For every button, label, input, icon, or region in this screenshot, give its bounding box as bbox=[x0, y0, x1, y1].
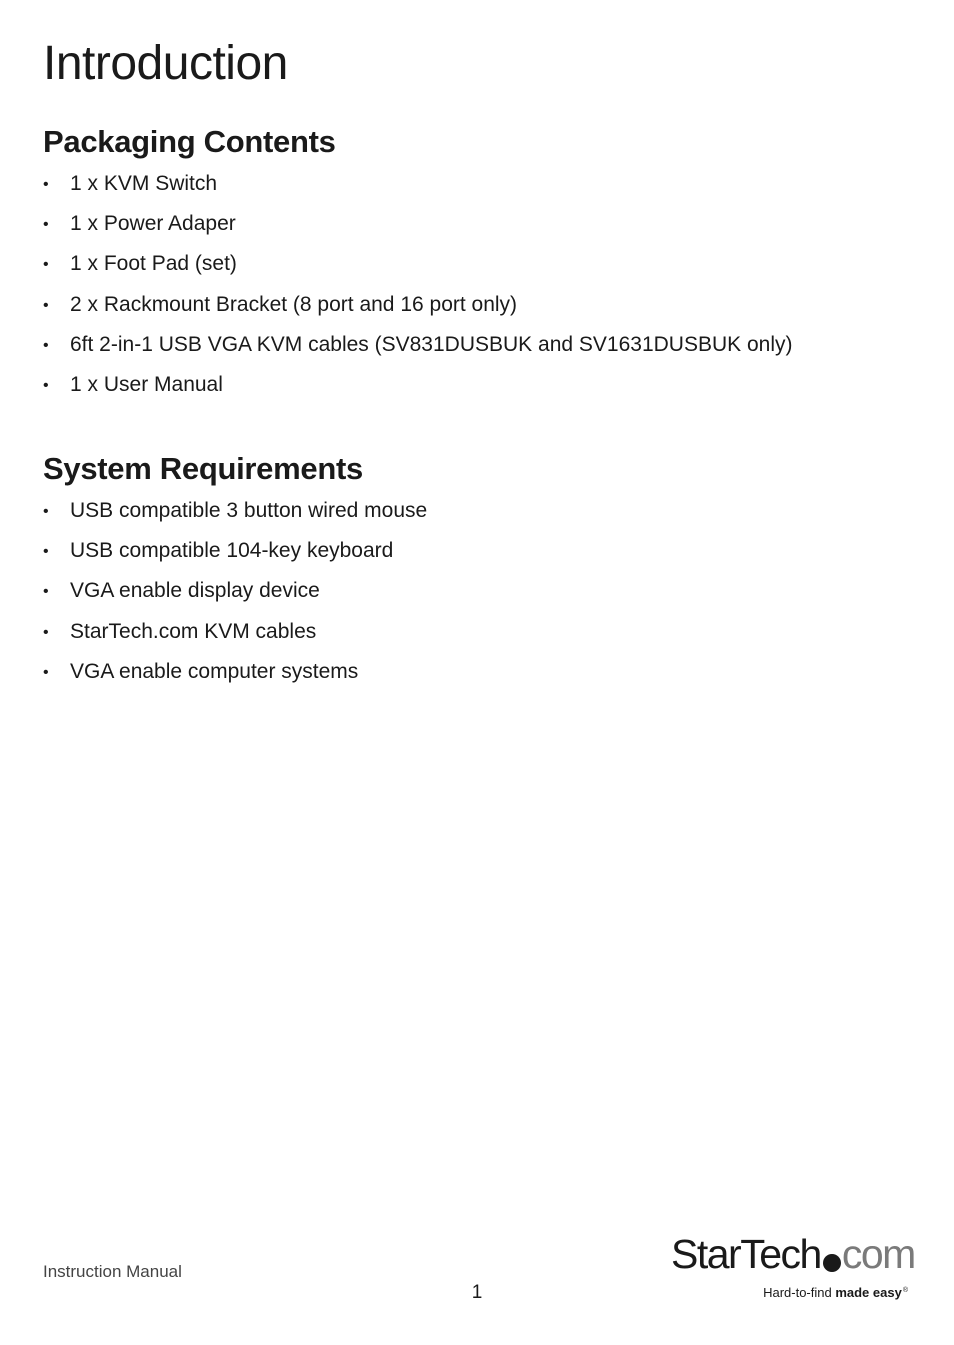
logo-dot-icon bbox=[823, 1254, 841, 1272]
list-item-text: 1 x Power Adaper bbox=[70, 212, 236, 236]
list-item bbox=[43, 291, 793, 331]
list-item bbox=[43, 537, 427, 577]
list-item-text: USB compatible 3 button wired mouse bbox=[70, 499, 428, 522]
bullet-icon: • bbox=[43, 543, 49, 561]
list-item-text: 1 x KVM Switch bbox=[70, 172, 218, 195]
list-item-text: 1 x Foot Pad (set) bbox=[70, 252, 237, 276]
logo-wordmark-main: StarTech bbox=[671, 1231, 821, 1277]
list-item bbox=[43, 331, 793, 371]
system-requirements-heading: System Requirements bbox=[43, 451, 363, 486]
bullet-icon: • bbox=[43, 256, 49, 274]
list-item bbox=[43, 577, 427, 617]
list-item-text: 6ft 2-in-1 USB VGA KVM cables (SV831DUSBUK and SV1631DUSBUK only) bbox=[70, 332, 793, 356]
packaging-contents-list bbox=[43, 170, 793, 411]
bullet-icon: • bbox=[43, 336, 49, 354]
bullet-icon: • bbox=[43, 376, 49, 394]
list-item-text: 2 x Rackmount Bracket (8 port and 16 port only) bbox=[70, 292, 518, 316]
footer-document-label: Instruction Manual bbox=[43, 1262, 182, 1281]
bullet-icon: • bbox=[43, 583, 49, 601]
logo-wordmark bbox=[671, 1230, 915, 1278]
list-item-text: 1 x User Manual bbox=[70, 372, 223, 396]
list-item bbox=[43, 250, 793, 290]
bullet-icon: • bbox=[43, 663, 49, 681]
list-item-text: StarTech.com KVM cables bbox=[70, 619, 317, 643]
bullet-icon: • bbox=[43, 503, 49, 520]
list-item bbox=[43, 658, 427, 698]
list-item bbox=[43, 170, 793, 210]
bullet-icon: • bbox=[43, 176, 49, 193]
list-item-text: VGA enable computer systems bbox=[70, 659, 359, 683]
packaging-contents-heading: Packaging Contents bbox=[43, 124, 336, 159]
bullet-icon: • bbox=[43, 296, 49, 314]
page-number: 1 bbox=[471, 1282, 483, 1303]
bullet-icon: • bbox=[43, 623, 49, 641]
logo-tagline-bold: made easy bbox=[835, 1285, 902, 1300]
system-requirements-list bbox=[43, 497, 427, 698]
logo-tagline-regular: Hard-to-find bbox=[763, 1285, 836, 1300]
list-item bbox=[43, 210, 793, 250]
list-item-text: USB compatible 104-key keyboard bbox=[70, 539, 394, 563]
list-item bbox=[43, 371, 793, 411]
bullet-icon: • bbox=[43, 216, 49, 234]
page-title: Introduction bbox=[43, 37, 288, 90]
logo-wordmark-suffix: com bbox=[841, 1231, 915, 1277]
registered-mark-icon: ® bbox=[902, 1287, 908, 1294]
list-item bbox=[43, 618, 427, 658]
logo-tagline bbox=[763, 1282, 908, 1302]
startech-logo bbox=[671, 1230, 916, 1310]
list-item bbox=[43, 497, 427, 537]
list-item-text: VGA enable display device bbox=[70, 579, 320, 603]
